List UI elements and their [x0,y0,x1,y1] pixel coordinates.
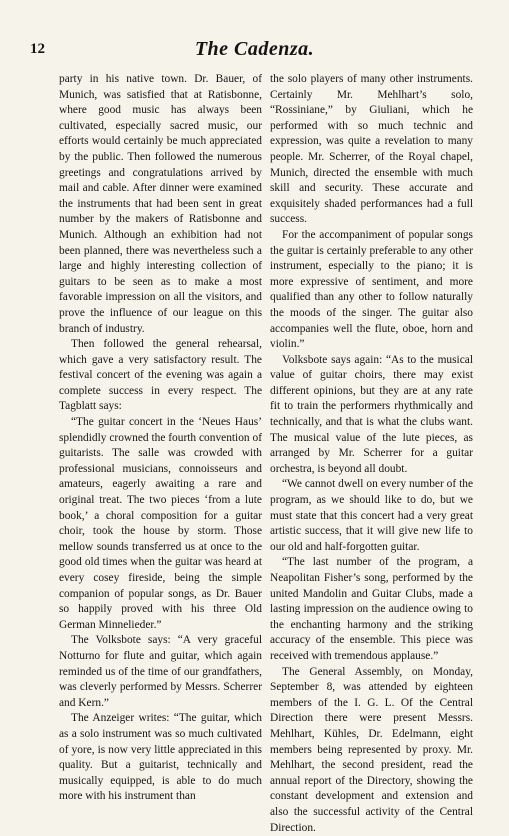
paragraph: Then followed the general rehearsal, which gave a very satisfactory result. The festival concert of the evening was again a complete success in every respect. The Tagblatt says: [59,338,262,413]
paragraph: “The last number of the program, a Neapolitan Fisher’s song, performed by the united Mandolin and Guitar Clubs, made a lasting impression on the audience owing to the enchanting harmony and the striking accuracy of the ensemble. This piece was received with tremendous applause.” [270,556,473,662]
right-column [270,72,473,836]
left-column [59,72,262,805]
paragraph: “We cannot dwell on every number of the program, as we should like to do, but we must state that this concert had a very great artistic success, that it will give new life to our old and half-forgotten guitar. [270,478,473,553]
paragraph: The General Assembly, on Monday, September 8, was attended by eighteen members of the I. G. L. Of the Central Direction there were present Messrs. Mehlhart, Kühles, Dr. Edelmann, eight members being represented by proxy. Mr. Mehlhart, the second president, read the annual report of the Directory, showing the constant development and extension and also the successful activity of the Central Direction. [270,665,473,834]
paragraph: Volksbote says again: “As to the musical value of guitar choirs, there may exist different opinions, but they are at any rate fit to train the performers rhythmically and technically, and that is what the clubs want. The musical value of the lute pieces, as arranged by Mr. Scherrer for a guitar orchestra, is beyond all doubt. [270,353,473,475]
paragraph: the solo players of many other instruments. Certainly Mr. Mehlhart’s solo, “Rossiniane,” by Giuliani, which he performed with so much technic and expression, was quite a revelation to many people. Mr. Scherrer, of the Royal chapel, Munich, directed the ensemble with much skill and security. These accurate and exquisitely shaded performances had a full success. [270,73,473,226]
running-title: The Cadenza. [194,38,315,60]
paragraph: party in his native town. Dr. Bauer, of Munich, was satisfied that at Ratisbonne, where good music has always been cultivated, especially sacred music, our efforts would certainly be much appreciated by the public. Then followed the numerous greetings and congratulations arrived by mail and cable. After dinner were examined the instruments that had been sent in great number by the makers of Ratisbonne and Munich. Although an exhibition had not been planned, there was nevertheless such a large and highly interesting collection of guitars to be seen as to make a most favorable impression on all the visitors, and prove the influence of our league on this branch of industry. [59,73,262,335]
paragraph: The Anzeiger writes: “The guitar, which as a solo instrument was so much cultivated of yore, is now very little appreciated in this quality. But a guitarist, technically and musically equipped, is able to do much more with his instrument than [59,712,262,803]
page-number: 12 [30,41,45,57]
paragraph: “The guitar concert in the ‘Neues Haus’ splendidly crowned the fourth convention of guitarists. The salle was crowded with professional musicians, connoisseurs and amateurs, eagerly awaiting a rare and original treat. The two pieces ‘from a lute book,’ a choral composition for a guitar choir, took the house by storm. Those mellow sounds transferred us at once to the good old times when the guitar was heard at every cosey fireside, being the simple companion of popular songs, as Dr. Bauer so happily proved with his three Old German Minnelieder.” [59,416,262,631]
paragraph: For the accompaniment of popular songs the guitar is certainly preferable to any other instrument, especially to the piano; it is more expressive of sentiment, and more qualified than any other to follow naturally the moods of the singer. The guitar also accompanies well the flute, oboe, horn and violin.” [270,228,473,351]
paragraph: The Volksbote says: “A very graceful Notturno for flute and guitar, which again reminded us of the time of our grandfathers, was cleverly performed by Messrs. Scherrer and Kern.” [59,634,262,709]
